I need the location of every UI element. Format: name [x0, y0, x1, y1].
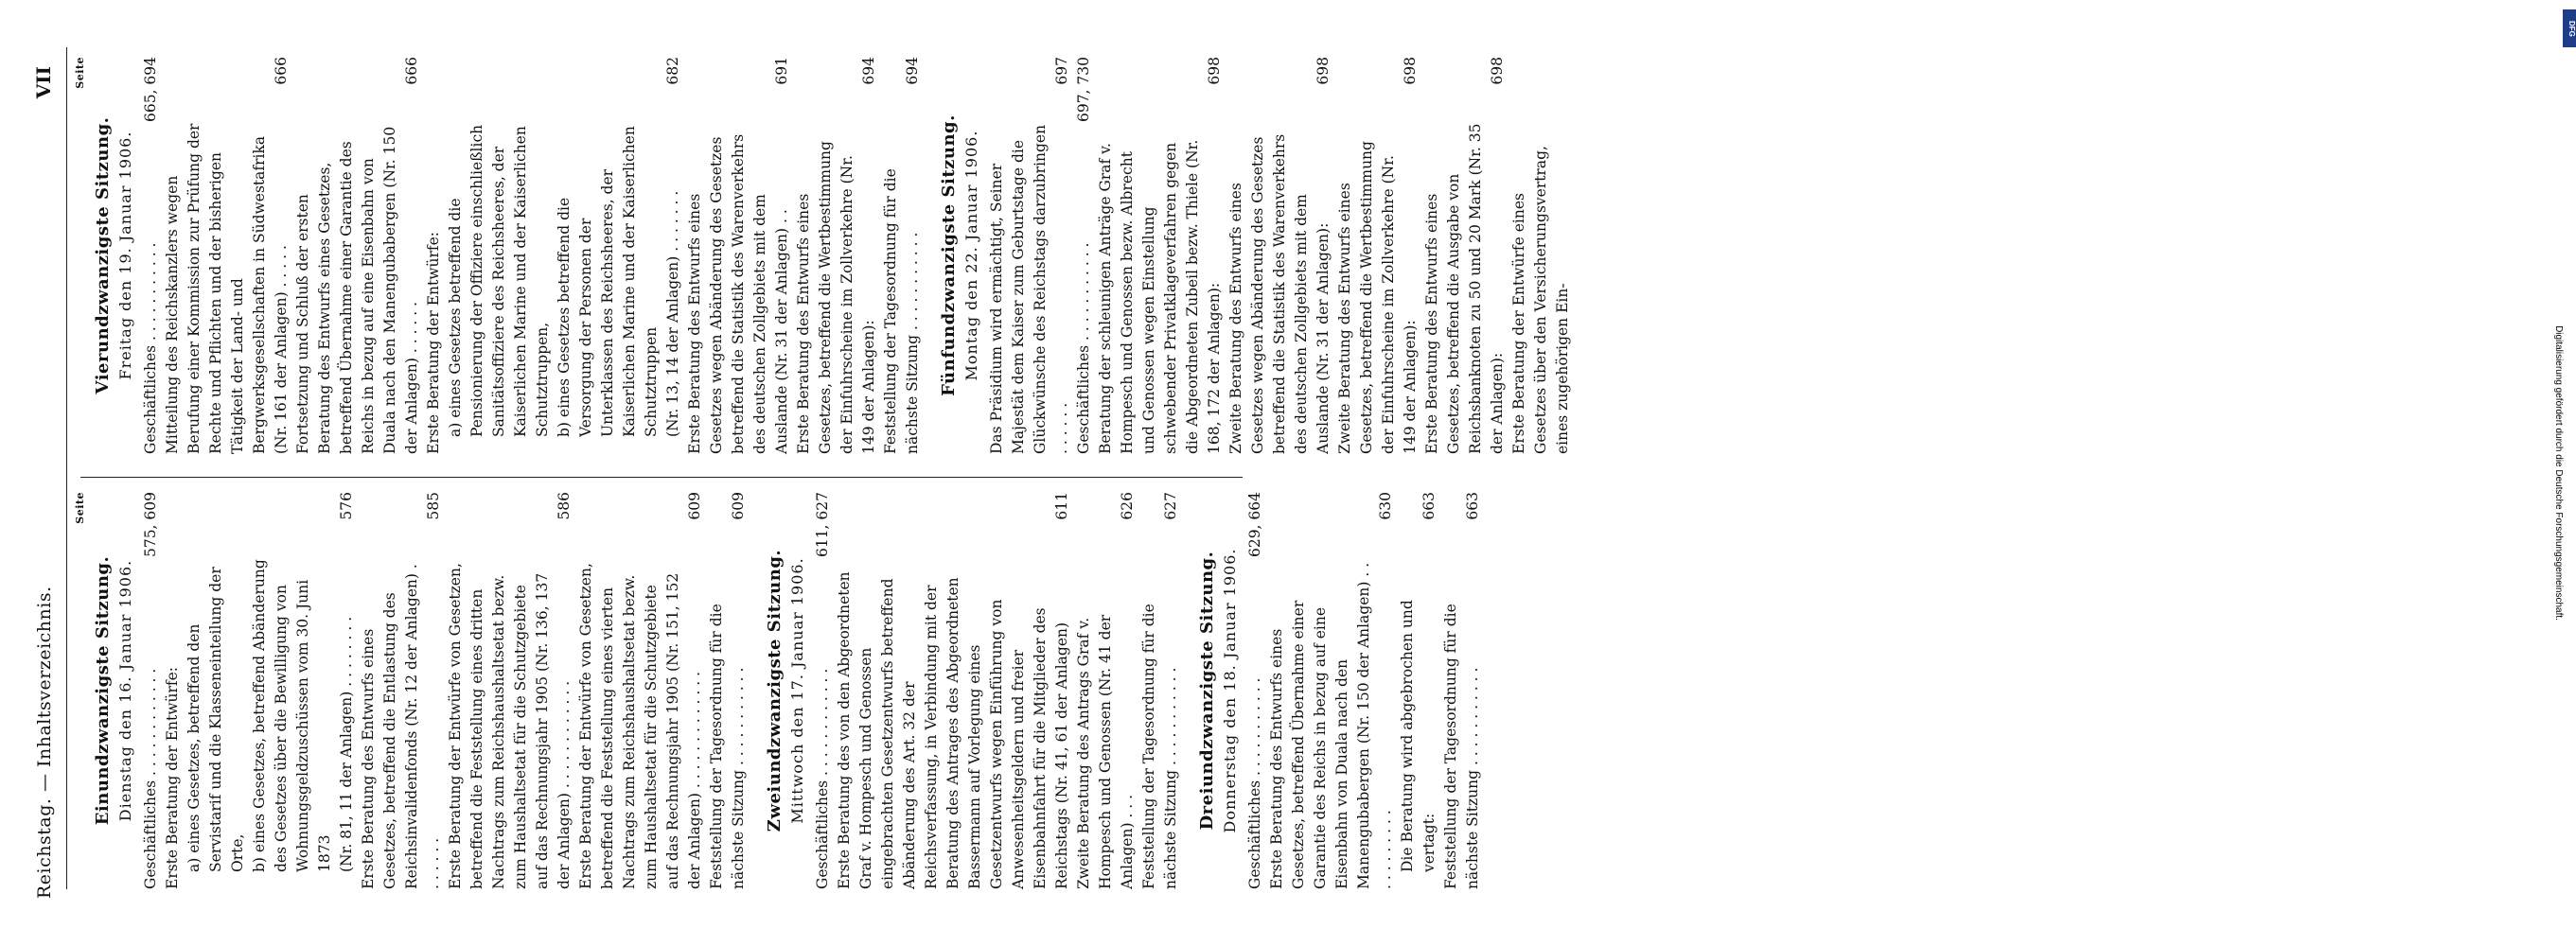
toc-entry: [1095, 57, 1226, 454]
toc-entry-page: 663: [1464, 492, 1481, 520]
toc-entry-page: 575, 609: [142, 492, 159, 558]
toc-entry: [445, 57, 554, 454]
seite-label: Seite: [74, 492, 86, 524]
dfg-logo: DFG: [2563, 9, 2576, 47]
toc-entry-page: 576: [338, 492, 355, 520]
toc-entry-page: 682: [664, 57, 681, 85]
section-date: Donnerstag den 18. Januar 1906.: [1221, 548, 1239, 833]
toc-entry: [1334, 57, 1421, 454]
toc-entry: [986, 57, 1073, 454]
section-date: Mittwoch den 17. Januar 1906.: [788, 557, 806, 824]
toc-entry-page: 697: [1053, 57, 1070, 85]
toc-entry: [445, 492, 575, 889]
toc-entry-text: (Nr. 13, 14 der Anlagen) . . . . . . .: [664, 190, 681, 437]
toc-entry-text: Erste Beratung der Entwürfe:: [164, 666, 181, 889]
toc-entry-text: Beratung der schleunigen Anträge Graf v. Hompesch und Genossen bezw. Albrecht und Genossen wegen Einstellung schwebender Privatklageverfahren gegen die Abgeordneten Zubeil bezw. Thiele (Nr. 168, 172 der Anlagen):: [1097, 139, 1223, 454]
toc-entry-text: Geschäftliches . . . . . . . . . . . .: [814, 668, 831, 889]
toc-entry-page: 698: [1402, 57, 1419, 85]
toc-entry-text: Fortsetzung und Schluß der ersten Beratung des Entwurfs eines Gesetzes, betreffend Übernahme einer Garantie des Reichs in bezug auf eine Eisenbahn von Duala nach den Manengubabergen (Nr. 150 der Anlagen) . . . . . .: [294, 126, 420, 454]
toc-entry: [336, 492, 358, 889]
toc-entry-page: 698: [1489, 57, 1506, 85]
toc-entry: [162, 492, 184, 889]
toc-entry-text: b) eines Gesetzes betreffend die Versorgung der Personen der Unterklassen des Reichsheeres, der Kaiserlichen Marine und der Kaiserlichen Schutztruppen: [556, 126, 660, 437]
toc-entry-text: Zweite Beratung des Entwurfs eines Gesetzes wegen Abänderung des Gesetzes betreffend die Statistik des Warenverkehrs des deutschen Zollgebiets mit dem Auslande (Nr. 31 der Anlagen):: [1227, 133, 1332, 454]
toc-entry-text: Feststellung der Tagesordnung für die nächste Sitzung . . . . . . . . . . .: [708, 604, 747, 889]
toc-entry-text: Erste Beratung des Entwurfs eines Gesetzes wegen Abänderung des Gesetzes betreffend die Statistik des Warenverkehrs des deutschen Zollgebiets mit dem Auslande (Nr. 31 der Anlagen) . .: [686, 133, 790, 454]
toc-entry-page: 663: [1420, 492, 1438, 520]
toc-entry: [554, 57, 662, 454]
toc-entry-text: Erste Beratung des Entwurfs eines Gesetzes, betreffend die Wertbestimmung der Einfuhrscheine im Zollverkehre (Nr. 149 der Anlagen):: [795, 141, 877, 454]
toc-entry-text: Zweite Beratung des Antrags Graf v. Hompesch und Genossen (Nr. 41 der Anlagen) . . .: [1075, 614, 1136, 889]
header-rule: [66, 47, 67, 889]
toc-entry-text: Erste Beratung der Entwürfe:: [425, 231, 442, 454]
toc-entry-page: 626: [1119, 492, 1136, 520]
toc-entry-text: Erste Beratung des Entwurfs eines Gesetzes, betreffend die Entlastung des Reichsinvalidenfonds (Nr. 12 der Anlagen) . . . . . . .: [360, 564, 442, 889]
section-date: Dienstag den 16. Januar 1906.: [116, 559, 134, 822]
toc-entry-page: 698: [1206, 57, 1223, 85]
toc-entry-page: 691: [773, 57, 790, 85]
toc-entry-page: 627: [1162, 492, 1179, 520]
section-title: Dreiundzwanzigste Sitzung.: [1197, 551, 1217, 831]
toc-entry-text: Erste Beratung der Entwürfe von Gesetzen, betreffend die Feststellung eines vierten Nachtrags zum Reichshaushaltsetat bezw. zum Haushaltsetat für die Schutzgebiete auf das Rechnungsjahr 1905 (Nr. 151, 152 der Anlagen) . . . . . . . . . . . . .: [577, 563, 703, 889]
toc-entry-page: 694: [904, 57, 921, 85]
toc-entry: [1073, 492, 1138, 889]
page-number: VII: [32, 66, 55, 99]
toc-entry-text: Feststellung der Tagesordnung für die nächste Sitzung . . . . . . . . . . .: [1442, 604, 1481, 889]
toc-entry: [184, 492, 249, 889]
toc-entry-page: 694: [860, 57, 877, 85]
toc-entry-text: b) eines Gesetzes, betreffend Abänderung des Gesetzes über die Bewilligung von Wohnungsgeldzuschüssen vom 30. Juni 1873: [251, 559, 333, 872]
section-date: Freitag den 19. Januar 1906.: [116, 131, 134, 380]
toc-entry-text: a) eines Gesetzes betreffend die Pensionierung der Offiziere einschließlich Sanitätsoffiziere des Reichsheeres, der Kaiserlichen Marine und der Kaiserlichen Schutztruppen,: [447, 124, 551, 437]
toc-entry-page: 666: [403, 57, 420, 85]
toc-entry: [1138, 492, 1182, 889]
toc-entry-text: Das Präsidium wird ermächtigt, Seiner Majestät dem Kaiser zum Geburtstage die Glückwünsche des Reichstags darzubringen . . . . . .: [988, 124, 1070, 454]
toc-entry-text: Erste Beratung der Entwürfe von Gesetzen, betreffend die Feststellung eines dritten Nachtrags zum Reichshaushaltsetat bezw. zum Haushaltsetat für die Schutzgebiete auf das Rechnungsjahr 1905 (Nr. 136, 137 der Anlagen) . . . . . . . . . . . .: [447, 563, 573, 889]
toc-entry-text: Feststellung der Tagesordnung für die nächste Sitzung . . . . . . . . . . .: [1140, 604, 1179, 889]
toc-entry-page: 665, 694: [142, 57, 159, 123]
toc-entry: [1397, 492, 1440, 889]
section-date: Montag den 22. Januar 1906.: [962, 130, 980, 381]
toc-entry-text: (Nr. 81, 11 der Anlagen) . . . . . . . .: [338, 616, 355, 872]
toc-entry-text: Die Beratung wird abgebrochen und vertagt:: [1399, 600, 1438, 872]
toc-entry-text: Mitteilung des Reichskanzlers wegen Berufung einer Kommission zur Prüfung der Rechte und Pflichten und der bisherigen Tätigkeit der Land- und Bergwerksgesellschaften in Südwestafrika (Nr. 161 der Anlagen) . . . . .: [164, 123, 290, 454]
section-title: Zweiundzwanzigste Sitzung.: [765, 549, 785, 832]
toc-entry-page: 629, 664: [1246, 492, 1263, 558]
toc-entry: [140, 57, 162, 454]
toc-entry-page: 609: [730, 492, 747, 520]
toc-entry: [1244, 492, 1266, 889]
running-head-title: Reichstag. — Inhaltsverzeichnis.: [34, 586, 55, 899]
toc-entry-page: 697, 730: [1075, 57, 1092, 123]
toc-entry: [662, 57, 684, 454]
toc-entry-text: Erste Beratung des Entwurfs eines Gesetzes, betreffend Übernahme einer Garantie des Reichs in bezug auf eine Eisenbahn von Duala nach den Manengubabergen (Nr. 150 der Anlagen) . . . . . . . . . . .: [1268, 562, 1394, 889]
toc-entry: [812, 492, 834, 889]
section-title: Fünfundzwanzigste Sitzung.: [939, 114, 959, 396]
toc-entry-page: 611: [1053, 492, 1070, 520]
toc-entry-text: Geschäftliches . . . . . . . . . . . .: [142, 668, 159, 889]
toc-entry-page: 585: [425, 492, 442, 520]
toc-entry-page: 611, 627: [814, 492, 831, 558]
toc-entry-text: Erste Beratung des von den Abgeordneten Graf v. Hompesch und Genossen eingebrachten Gesetzentwurfs betreffend Abänderung des Art. 32 der Reichsverfassung, in Verbindung mit der Beratung des Antrages des Abgeordneten Bassermann auf Vorlegung eines Gesetzentwurfs wegen Einführung von Anwesenheitsgeldern und freier Eisenbahnfahrt für die Mitglieder des Reichstags (Nr. 41, 61 der Anlagen): [836, 571, 1070, 889]
toc-entry: [292, 57, 423, 454]
toc-entry-page: 586: [556, 492, 573, 520]
toc-entry-page: 698: [1314, 57, 1332, 85]
toc-entry-text: Geschäftliches . . . . . . . . . . .: [1075, 242, 1092, 454]
toc-entry-text: Geschäftliches . . . . . . . . . . .: [1246, 677, 1263, 889]
toc-entry: [358, 492, 445, 889]
toc-entry: [834, 492, 1073, 889]
toc-entry: [706, 492, 750, 889]
toc-entry: [684, 57, 793, 454]
dfg-credit-text: Digitalisierung gefördert durch die Deutsche Forschungsgemeinschaft.: [2553, 325, 2564, 621]
toc-entry-text: a) eines Gesetzes, betreffend den Servistarif und die Klasseneinteilung der Orte,: [185, 567, 246, 872]
toc-entry-page: 609: [686, 492, 703, 520]
toc-entry: [880, 57, 924, 454]
running-head: [28, 38, 61, 908]
toc-entry: [140, 492, 162, 889]
toc-entry: [1509, 57, 1574, 454]
toc-entry: [162, 57, 292, 454]
toc-entry: [1073, 57, 1095, 454]
toc-entry: [575, 492, 706, 889]
toc-entry-page: 630: [1377, 492, 1394, 520]
toc-entry: [793, 57, 880, 454]
toc-entry-text: Zweite Beratung des Entwurfs eines Gesetzes, betreffend die Wertbestimmung der Einfuhrscheine im Zollverkehre (Nr. 149 der Anlagen):: [1336, 141, 1419, 454]
toc-entry-text: Erste Beratung der Entwürfe eines Gesetzes über den Versicherungsvertrag, eines zugehörigen Ein-: [1510, 146, 1571, 454]
toc-entry-text: Feststellung der Tagesordnung für die nächste Sitzung . . . . . . . . . . .: [882, 168, 921, 454]
toc-entry: [1440, 492, 1484, 889]
column-right: [74, 57, 1574, 454]
toc-entry: [249, 492, 336, 889]
toc-entry-page: 666: [273, 57, 290, 85]
toc-entry: [1421, 57, 1509, 454]
toc-entry-text: Erste Beratung des Entwurfs eines Gesetzes, betreffend die Ausgabe von Reichsbanknoten zu 50 und 20 Mark (Nr. 35 der Anlagen):: [1423, 123, 1506, 454]
column-divider: [80, 477, 1243, 478]
section-title: Vierundzwanzigste Sitzung.: [93, 116, 113, 394]
section-title: Einundzwanzigste Sitzung.: [93, 555, 113, 826]
toc-entry: [423, 57, 445, 454]
seite-label: Seite: [74, 57, 86, 89]
toc-entry-text: Geschäftliches . . . . . . . . . . .: [142, 242, 159, 454]
